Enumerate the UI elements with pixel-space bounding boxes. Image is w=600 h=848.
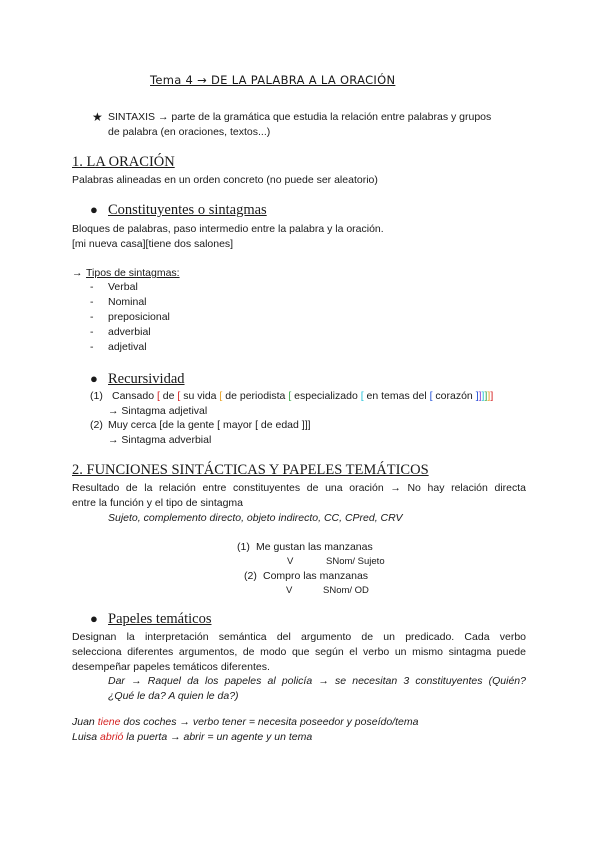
dash: - [90,311,94,323]
example-1-result: → Sintagma adjetival [108,405,208,417]
intro-line-1: SINTAXIS → parte de la gramática que estudia la relación entre palabras y grupos [108,111,492,123]
bracket-open-3: [ [219,390,223,402]
section-2-line-2: entre la función y el tipo de sintagma [72,497,244,509]
papeles-heading: Papeles temáticos [108,611,212,627]
section-1-definition: Palabras alineadas en un orden concreto (no puede ser aleatorio) [72,174,378,186]
arrow-icon: → [72,267,83,279]
dar-example-line-2: ¿Qué le da? A quien le da?) [108,690,239,702]
constituyentes-line-1: Bloques de palabras, paso intermedio entre la palabra y la oración. [72,223,384,235]
bracket-open-1: [ [156,390,160,402]
dash: - [90,326,94,338]
dar-example-line-1: Dar → Raquel da los papeles al policía → se necesitan 3 constituyentes (Quién? [108,675,526,687]
constituyentes-line-2: [mi nueva casa][tiene dos salones] [72,238,234,250]
juan-example: Juan tiene dos coches → verbo tener = necesita poseedor y poseído/tema [72,716,419,728]
luisa-example: Luisa abrió la puerta → abrir = un agente y un tema [72,731,313,743]
dash: - [90,281,94,293]
intro-line-2: de palabra (en oraciones, textos...) [108,126,271,138]
list-item: adjetival [108,341,147,353]
dash: - [90,296,94,308]
bracket-close-5: ] [487,390,491,402]
section-1-heading: 1. LA ORACIÓN [72,154,175,170]
bracket-open-2: [ [177,390,181,402]
recursion-example-1: Cansado [ de [ su vida [ de periodista [ especializado [ en temas del [ corazón ]]]]]] [112,390,494,402]
verb-tiene: tiene [97,716,121,728]
papeles-line-3: desempeñar papeles temáticos diferentes. [72,661,270,673]
example-2-result: → Sintagma adverbial [108,434,212,446]
example-2-number: (2) [90,419,103,431]
sentence-1-text: Me gustan las manzanas [256,541,373,553]
papeles-line-1: Designan la interpretación semántica del argumento de un predicado. Cada verbo [72,631,526,643]
example-1-number: (1) [90,390,103,402]
bullet-icon: ● [90,202,98,217]
list-item: Nominal [108,296,147,308]
dash: - [90,341,94,353]
verb-abrio: abrió [100,731,124,743]
constituyentes-heading: Constituyentes o sintagmas [108,202,267,218]
funciones-list: Sujeto, complemento directo, objeto indirecto, CC, CPred, CRV [108,512,403,524]
papeles-line-2: selecciona diferentes argumentos, de modo que según el verbo un mismo sintagma puede [72,646,526,658]
sentence-2-verb-tag: V [286,585,293,596]
sentence-2-od-tag: SNom/ OD [323,585,369,596]
list-item: adverbial [108,326,151,338]
bracket-close-2: ] [478,390,482,402]
bracket-open-4: [ [288,390,292,402]
bracket-open-5: [ [360,390,364,402]
sentence-1-number: (1) [237,541,250,553]
bracket-close-4: ] [484,390,488,402]
bracket-open-6: [ [429,390,433,402]
list-item: Verbal [108,281,138,293]
recursividad-heading: Recursividad [108,371,185,387]
bullet-icon: ● [90,371,98,386]
bullet-icon: ● [90,611,98,626]
sentence-1-subject-tag: SNom/ Sujeto [326,556,385,567]
sentence-1-verb-tag: V [287,556,294,567]
section-2-line-1: Resultado de la relación entre constituyentes de una oración → No hay relación directa [72,482,526,494]
list-item: preposicional [108,311,170,323]
star-icon: ★ [92,110,103,124]
sentence-2-text: Compro las manzanas [263,570,369,582]
recursion-example-2: Muy cerca [de la gente [ mayor [ de edad ]]] [108,419,311,431]
bracket-close-6: ] [490,390,494,402]
section-2-heading: 2. FUNCIONES SINTÁCTICAS Y PAPELES TEMÁTICOS [72,462,429,478]
sentence-2-number: (2) [244,570,257,582]
tipos-label: Tipos de sintagmas: [86,267,180,279]
page-title: Tema 4 → DE LA PALABRA A LA ORACIÓN [150,73,396,87]
bracket-close-3: ] [481,390,485,402]
bracket-close-1: ] [475,390,479,402]
